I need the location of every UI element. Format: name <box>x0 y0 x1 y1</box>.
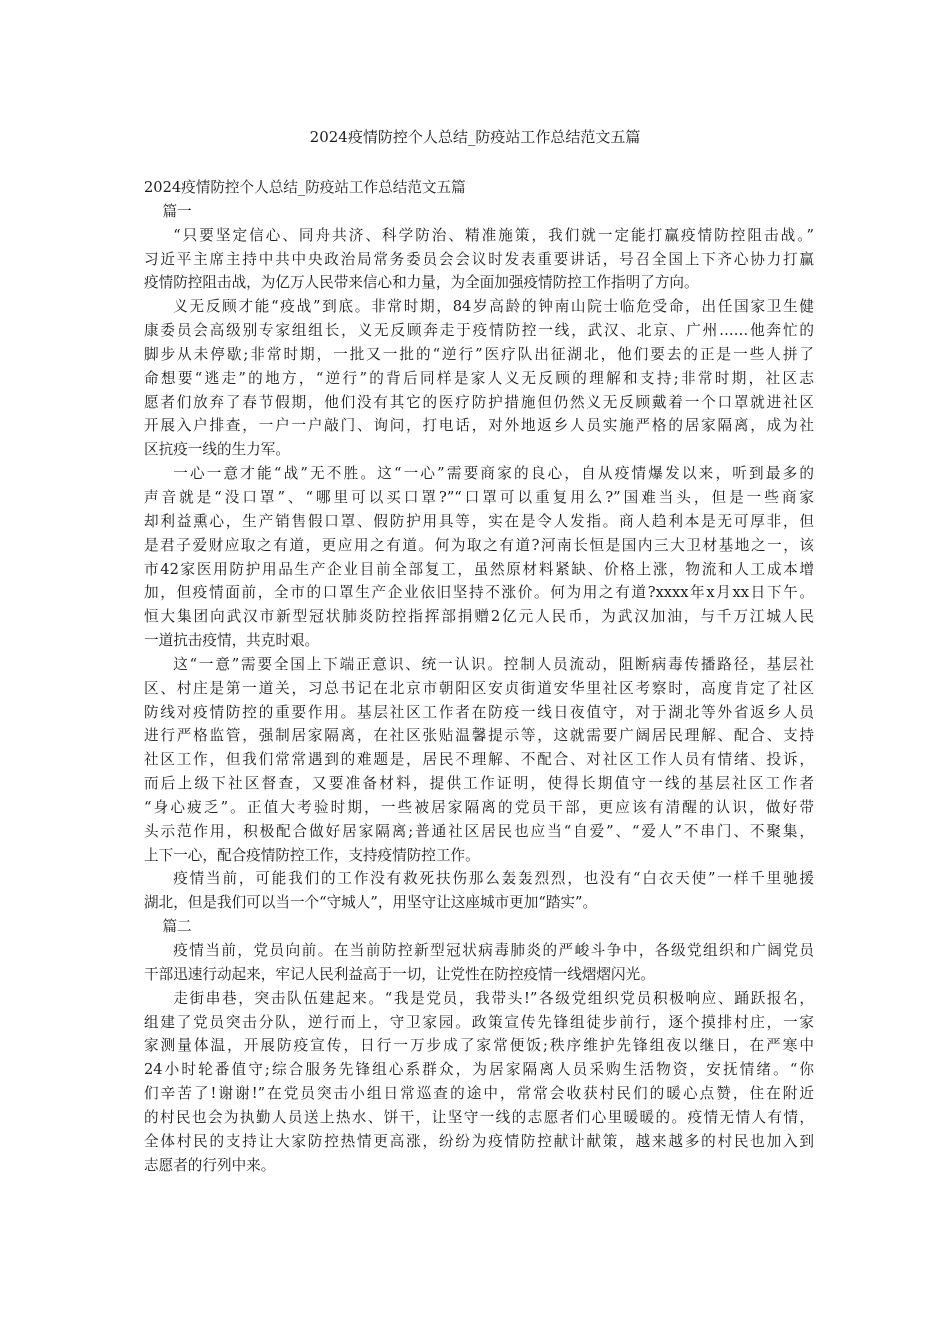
text-line: 干部迅速行动起来，牢记人民利益高于一切，让党性在防控疫情一线熠熠闪光。 <box>144 965 655 983</box>
text-line: 区、村庄是第一道关，习总书记在北京市朝阳区安贞街道安华里社区考察时，高度肯定了社区 <box>144 679 814 697</box>
text-line: 上下一心，配合疫情防控工作，支持疫情防控工作。 <box>144 846 480 864</box>
text-line: 脚步从未停歇;非常时期，一批又一批的“逆行”医疗队出征湖北，他们要去的正是一些人拼了 <box>144 345 814 363</box>
text-line: 康委员会高级别专家组组长，义无反顾奔走于疫情防控一线，武汉、北京、广州……他奔忙的 <box>144 322 814 340</box>
text-line: 愿者们放弃了春节假期，他们没有其它的医疗防护措施但仍然义无反顾戴着一个口罩就进社区 <box>144 393 814 411</box>
text-line: 全体村民的支持让大家防控热情更高涨，纷纷为疫情防控献计献策，越来越多的村民也加入到 <box>144 1132 814 1150</box>
text-line: 家测量体温，开展防疫宣传，日行一万步成了家常便饭;秩序维护先锋组夜以继日，在严寒中 <box>144 1037 814 1055</box>
text-line: 们辛苦了!谢谢!”在党员突击小组日常巡查的途中，常常会收获村民们的暖心点赞，住在附近 <box>144 1085 814 1103</box>
text-line: 走街串巷，突击队伍建起来。“我是党员，我带头!”各级党组织党员积极响应、踊跃报名， <box>173 989 814 1007</box>
text-line: 进行严格监管，强制居家隔离，在社区张贴温馨提示等，这就需要广阔居民理解、配合、支持 <box>144 727 814 745</box>
text-line: “身心疲乏”。正值大考验时期，一些被居家隔离的党员干部，更应该有清醒的认识，做好带 <box>144 798 814 816</box>
text-line: 而后上级下社区督查，又要准备材料，提供工作证明，使得长期值守一线的基层社区工作者 <box>144 775 814 793</box>
text-line: 区抗疫一线的生力军。 <box>144 441 290 459</box>
text-line: 24小时轮番值守;综合服务先锋组心系群众，为居家隔离人员采购生活物资，安抚情绪。“你 <box>144 1061 814 1079</box>
document-title: 2024疫情防控个人总结_防疫站工作总结范文五篇 <box>309 128 641 146</box>
text-line: 组建了党员突击分队，逆行而上，守卫家园。政策宣传先锋组徒步前行，逐个摸排村庄，一家 <box>144 1013 814 1031</box>
text-line: 志愿者的行列中来。 <box>144 1156 276 1174</box>
document-body <box>144 176 814 1177</box>
text-line: 疫情当前，党员向前。在当前防控新型冠状病毒肺炎的严峻斗争中，各级党组织和广阔党员 <box>173 942 814 959</box>
text-line: 开展入户排查，一户一户敲门、询问，打电话，对外地返乡人员实施严格的居家隔离，成为社 <box>144 417 814 435</box>
text-line: 恒大集团向武汉市新型冠状肺炎防控指挥部捐赠2亿元人民币，为武汉加油，与千万江城人民 <box>144 608 814 626</box>
text-line: 疫情防控阻击战，为亿万人民带来信心和力量，为全面加强疫情防控工作指明了方向。 <box>144 274 699 292</box>
text-line: 2024疫情防控个人总结_防疫站工作总结范文五篇 <box>144 179 466 196</box>
text-line: 一道抗击疫情，共克时艰。 <box>144 632 320 650</box>
text-line: “只要坚定信心、同舟共济、科学防治、精准施策，我们就一定能打赢疫情防控阻击战。” <box>173 226 814 244</box>
text-line: 疫情当前，可能我们的工作没有救死扶伤那么轰轰烈烈，也没有“白衣天使”一样千里驰援 <box>173 870 814 888</box>
text-line: 一心一意才能“战”无不胜。这“一心”需要商家的良心，自从疫情爆发以来，听到最多的 <box>173 465 814 483</box>
text-line: 声音就是“没口罩”、“哪里可以买口罩?”“口罩可以重复用么?”国难当头，但是一些商家 <box>144 488 814 506</box>
text-line: 的村民也会为执勤人员送上热水、饼干，让坚守一线的志愿者们心里暖暖的。疫情无情人有情， <box>144 1108 814 1126</box>
text-line: 防线对疫情防控的重要作用。基层社区工作者在防疫一线日夜值守，对于湖北等外省返乡人员 <box>144 703 814 721</box>
text-line: 加，但疫情面前，全市的口罩生产企业依旧坚持不涨价。何为用之有道?xxxx年x月xx日下午。 <box>144 584 814 602</box>
text-line: 是君子爱财应取之有道，更应用之有道。何为取之有道?河南长恒是国内三大卫材基地之一，该 <box>144 536 814 554</box>
text-line: 湖北，但是我们可以当一个“守城人”，用坚守让这座城市更加“踏实”。 <box>144 894 598 912</box>
text-line: 义无反顾才能“疫战”到底。非常时期，84岁高龄的钟南山院士临危受命，出任国家卫生健 <box>173 298 814 316</box>
text-line: 篇一 <box>144 202 192 220</box>
text-line: 命想要“逃走”的地方，“逆行”的背后同样是家人义无反顾的理解和支持;非常时期，社区志 <box>144 369 814 387</box>
text-line: 习近平主席主持中共中央政治局常务委员会会议时发表重要讲话，号召全国上下齐心协力打赢 <box>144 250 814 268</box>
text-line: 市42家医用防护用品生产企业目前全部复工，虽然原材料紧缺、价格上涨，物流和人工成本增 <box>144 560 814 578</box>
text-line: 却利益熏心，生产销售假口罩、假防护用具等，实在是令人发指。商人趋利本是无可厚非，但 <box>144 512 814 530</box>
text-line: 头示范作用，积极配合做好居家隔离;普通社区居民也应当“自爱”、“爱人”不串门、不聚集， <box>144 822 814 840</box>
text-line: 篇二 <box>144 918 192 936</box>
text-line: 社区工作，但我们常常遇到的难题是，居民不理解、不配合、对社区工作人员有情绪、投诉， <box>144 751 814 769</box>
text-line: 这“一意”需要全国上下端正意识、统一认识。控制人员流动，阻断病毒传播路径，基层社 <box>173 655 814 673</box>
